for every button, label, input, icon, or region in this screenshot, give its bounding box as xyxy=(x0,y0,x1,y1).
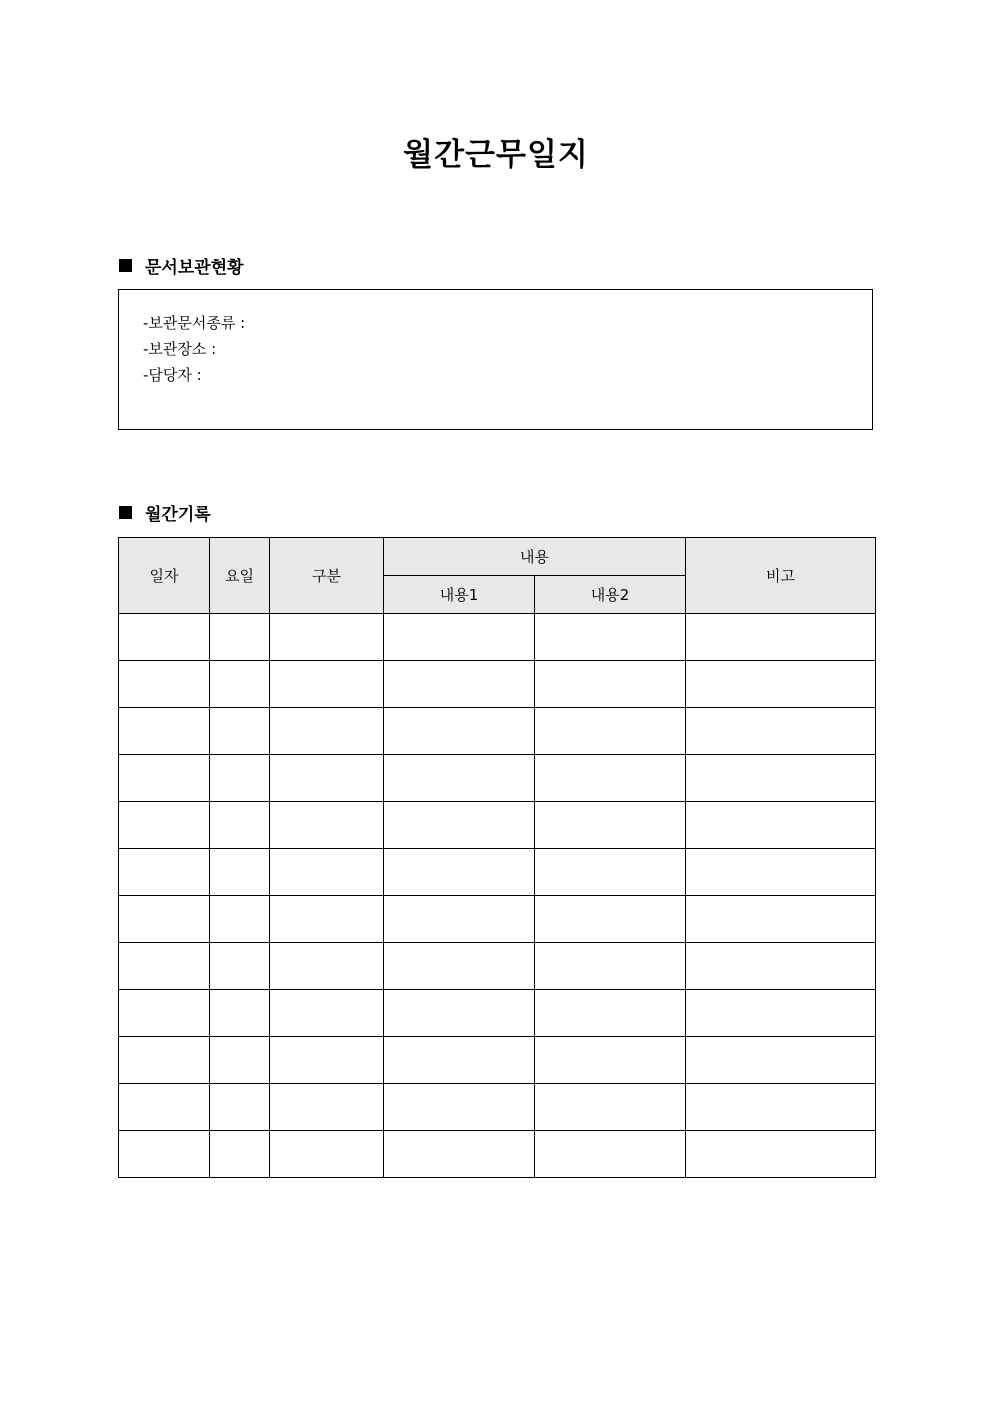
cell-category[interactable] xyxy=(270,802,384,849)
cell-remarks[interactable] xyxy=(686,896,876,943)
cell-date[interactable] xyxy=(119,990,210,1037)
cell-content1[interactable] xyxy=(384,1084,535,1131)
page-title: 월간근무일지 xyxy=(403,137,589,173)
cell-weekday[interactable] xyxy=(210,990,270,1037)
cell-content2[interactable] xyxy=(535,849,686,896)
cell-content2[interactable] xyxy=(535,802,686,849)
cell-date[interactable] xyxy=(119,755,210,802)
cell-content1[interactable] xyxy=(384,755,535,802)
cell-category[interactable] xyxy=(270,661,384,708)
cell-category[interactable] xyxy=(270,708,384,755)
cell-remarks[interactable] xyxy=(686,1037,876,1084)
cell-category[interactable] xyxy=(270,1037,384,1084)
cell-content2[interactable] xyxy=(535,1084,686,1131)
cell-content1[interactable] xyxy=(384,943,535,990)
monthly-records-table xyxy=(118,537,876,1178)
cell-content1[interactable] xyxy=(384,1037,535,1084)
cell-content2[interactable] xyxy=(535,943,686,990)
cell-remarks[interactable] xyxy=(686,614,876,661)
cell-date[interactable] xyxy=(119,943,210,990)
cell-remarks[interactable] xyxy=(686,755,876,802)
cell-date[interactable] xyxy=(119,1131,210,1178)
cell-weekday[interactable] xyxy=(210,1037,270,1084)
cell-content2[interactable] xyxy=(535,1131,686,1178)
cell-remarks[interactable] xyxy=(686,1131,876,1178)
black-square-icon xyxy=(119,506,132,519)
table-row xyxy=(119,943,876,990)
cell-category[interactable] xyxy=(270,943,384,990)
table-body xyxy=(119,614,876,1178)
storage-location-line: -보관장소 : xyxy=(143,340,217,358)
header-content1: 내용1 xyxy=(384,576,535,614)
cell-date[interactable] xyxy=(119,802,210,849)
section-heading-label: 월간기록 xyxy=(145,504,211,525)
cell-date[interactable] xyxy=(119,849,210,896)
cell-weekday[interactable] xyxy=(210,943,270,990)
cell-category[interactable] xyxy=(270,1131,384,1178)
cell-date[interactable] xyxy=(119,614,210,661)
cell-remarks[interactable] xyxy=(686,1084,876,1131)
cell-content2[interactable] xyxy=(535,661,686,708)
cell-category[interactable] xyxy=(270,849,384,896)
cell-weekday[interactable] xyxy=(210,661,270,708)
cell-date[interactable] xyxy=(119,896,210,943)
header-content2: 내용2 xyxy=(535,576,686,614)
section-heading-label: 문서보관현황 xyxy=(145,257,244,278)
storage-manager-line: -담당자 : xyxy=(143,366,202,384)
section-heading-storage xyxy=(119,253,244,277)
table-row xyxy=(119,896,876,943)
cell-content1[interactable] xyxy=(384,708,535,755)
cell-date[interactable] xyxy=(119,1037,210,1084)
cell-weekday[interactable] xyxy=(210,755,270,802)
cell-category[interactable] xyxy=(270,614,384,661)
section-heading-records xyxy=(119,500,211,524)
cell-weekday[interactable] xyxy=(210,1084,270,1131)
cell-content1[interactable] xyxy=(384,1131,535,1178)
table-row xyxy=(119,1131,876,1178)
cell-category[interactable] xyxy=(270,896,384,943)
cell-remarks[interactable] xyxy=(686,990,876,1037)
black-square-icon xyxy=(119,259,132,272)
header-category: 구분 xyxy=(270,538,384,614)
header-remarks: 비고 xyxy=(686,538,876,614)
table-row xyxy=(119,849,876,896)
cell-date[interactable] xyxy=(119,661,210,708)
header-date: 일자 xyxy=(119,538,210,614)
cell-date[interactable] xyxy=(119,1084,210,1131)
cell-content1[interactable] xyxy=(384,802,535,849)
cell-content1[interactable] xyxy=(384,896,535,943)
cell-weekday[interactable] xyxy=(210,614,270,661)
cell-remarks[interactable] xyxy=(686,661,876,708)
table-row xyxy=(119,708,876,755)
cell-content1[interactable] xyxy=(384,661,535,708)
cell-content2[interactable] xyxy=(535,1037,686,1084)
cell-category[interactable] xyxy=(270,755,384,802)
cell-weekday[interactable] xyxy=(210,1131,270,1178)
cell-content2[interactable] xyxy=(535,896,686,943)
table-row xyxy=(119,802,876,849)
header-weekday: 요일 xyxy=(210,538,270,614)
cell-content1[interactable] xyxy=(384,614,535,661)
cell-content1[interactable] xyxy=(384,990,535,1037)
table-row xyxy=(119,1084,876,1131)
header-content: 내용 xyxy=(384,538,686,576)
cell-content2[interactable] xyxy=(535,708,686,755)
cell-category[interactable] xyxy=(270,1084,384,1131)
cell-content2[interactable] xyxy=(535,755,686,802)
table-header-row xyxy=(119,538,876,576)
table-row xyxy=(119,990,876,1037)
cell-remarks[interactable] xyxy=(686,802,876,849)
cell-date[interactable] xyxy=(119,708,210,755)
cell-content2[interactable] xyxy=(535,990,686,1037)
cell-weekday[interactable] xyxy=(210,849,270,896)
table-row xyxy=(119,755,876,802)
table-row xyxy=(119,661,876,708)
storage-doc-type-line: -보관문서종류 : xyxy=(143,314,246,332)
cell-weekday[interactable] xyxy=(210,896,270,943)
cell-content2[interactable] xyxy=(535,614,686,661)
cell-remarks[interactable] xyxy=(686,849,876,896)
cell-category[interactable] xyxy=(270,990,384,1037)
cell-content1[interactable] xyxy=(384,849,535,896)
storage-info-box xyxy=(118,289,873,430)
cell-weekday[interactable] xyxy=(210,802,270,849)
cell-weekday[interactable] xyxy=(210,708,270,755)
cell-remarks[interactable] xyxy=(686,708,876,755)
table-row xyxy=(119,614,876,661)
cell-remarks[interactable] xyxy=(686,943,876,990)
table-row xyxy=(119,1037,876,1084)
